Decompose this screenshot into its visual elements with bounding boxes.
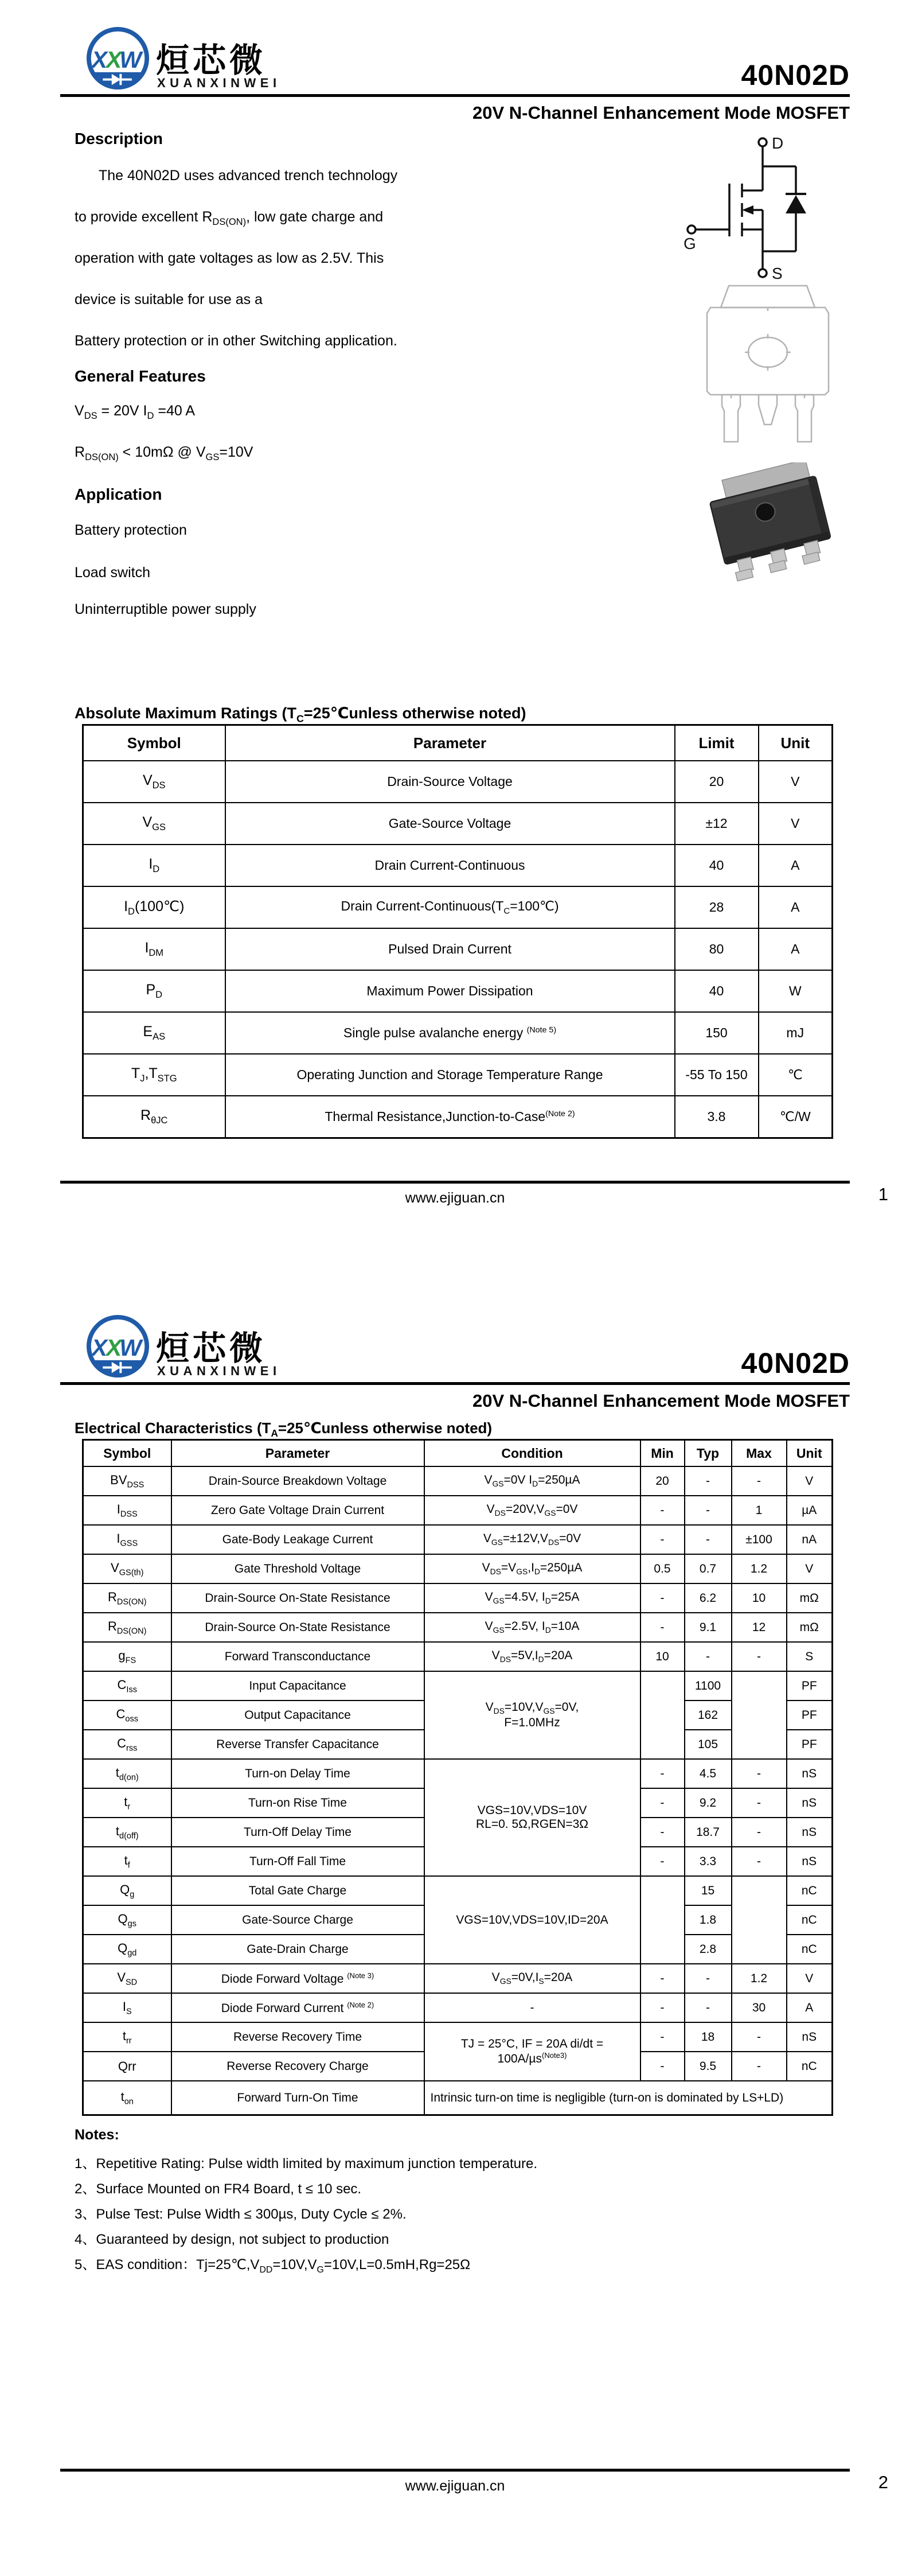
brand-name-latin: XUANXINWEI <box>157 76 281 90</box>
table-cell: mJ <box>759 1012 833 1054</box>
table-cell: Gate-Source Charge <box>171 1905 424 1935</box>
package-outline-drawing <box>684 282 852 446</box>
table-cell: A <box>787 1993 833 2022</box>
table-cell: $C_{rss}$ <box>83 1730 171 1759</box>
brand-name-latin: XUANXINWEI <box>157 1364 281 1378</box>
table-cell: $Q_{gs}$ <box>83 1905 171 1935</box>
table-cell: A <box>759 928 833 970</box>
application-item: Uninterruptible power supply <box>75 601 256 617</box>
table-cell: PF <box>787 1671 833 1701</box>
package-photo <box>695 462 839 583</box>
table-cell: $C_{oss}$ <box>83 1701 171 1730</box>
table-cell: Reverse Recovery Time <box>171 2022 424 2052</box>
table-cell: - <box>732 1847 787 1876</box>
table-cell: - <box>640 2022 685 2052</box>
table-cell <box>640 1671 685 1759</box>
table-cell: - <box>640 1993 685 2022</box>
table-cell: V <box>787 1554 833 1583</box>
brand-name-chinese: 烜芯微 <box>156 1330 267 1367</box>
table-cell: S <box>787 1642 833 1671</box>
table-cell: - <box>424 1993 640 2022</box>
logo-letter-x2: X <box>106 1334 122 1361</box>
table-cell: $C_{Iss}$ <box>83 1671 171 1701</box>
table-cell: - <box>732 2052 787 2081</box>
table-cell <box>640 1876 685 1964</box>
table-cell: Gate-Body Leakage Current <box>171 1525 424 1554</box>
table-cell: Drain-Source On-State Resistance <box>171 1613 424 1642</box>
general-features-heading: General Features <box>75 367 206 385</box>
table-cell: $g_{FS}$ <box>83 1642 171 1671</box>
table-cell: Output Capacitance <box>171 1701 424 1730</box>
table-row <box>83 1613 833 1642</box>
table-cell: VGS=10V,VDS=10V,ID=20A <box>424 1876 640 1964</box>
table-cell: Turn-on Delay Time <box>171 1759 424 1788</box>
table-cell: - <box>732 2022 787 2052</box>
table-cell: 1.2 <box>732 1554 787 1583</box>
table-cell: VGS=10V,VDS=10V RL=0. 5Ω,RGEN=3Ω <box>424 1759 640 1876</box>
table-cell: $V_{DS}=20V,V_{GS}=0V$ <box>424 1496 640 1525</box>
table-cell: ±12 <box>675 803 759 845</box>
description-line: to provide excellent $R_{DS(ON)}$, low gate charge and <box>75 209 384 227</box>
table-cell: - <box>640 1525 685 1554</box>
table-cell: - <box>732 1642 787 1671</box>
table-cell: $I_D$ <box>83 845 225 886</box>
page-number: 2 <box>878 2472 888 2492</box>
table-row <box>83 1876 833 1905</box>
table-cell: $V_{GS}=0V,I_S=20A$ <box>424 1964 640 1993</box>
table-cell: - <box>640 1847 685 1876</box>
page-2 <box>0 1288 910 2576</box>
table-cell: 6.2 <box>685 1583 732 1613</box>
table-cell: mΩ <box>787 1613 833 1642</box>
table-cell: $V_{GS}=\pm 12V,V_{DS}=0V$ <box>424 1525 640 1554</box>
table-cell: 1.2 <box>732 1964 787 1993</box>
table-cell: 9.5 <box>685 2052 732 2081</box>
table-cell: $R_{DS(ON)}$ <box>83 1583 171 1613</box>
gate-label: G <box>684 235 696 252</box>
application-heading: Application <box>75 485 162 503</box>
table-cell: $V_{GS}=4.5V$, $I_D=25A$ <box>424 1583 640 1613</box>
part-number: 40N02D <box>741 1347 850 1379</box>
table-cell: 10 <box>732 1583 787 1613</box>
table-cell: Zero Gate Voltage Drain Current <box>171 1496 424 1525</box>
table-cell: - <box>685 1964 732 1993</box>
col-header-parameter: Parameter <box>225 725 675 761</box>
table-cell <box>732 1671 787 1759</box>
table-header-row <box>83 725 833 761</box>
table-cell: $t_r$ <box>83 1788 171 1818</box>
table-cell: A <box>759 886 833 928</box>
header-rule <box>60 1382 850 1385</box>
table-cell: Forward Transconductance <box>171 1642 424 1671</box>
table-cell: Thermal Resistance,Junction-to-Case$^{(Note 2)}$ <box>225 1096 675 1138</box>
electrical-characteristics-table <box>82 1439 833 2116</box>
logo-letter-w: W <box>119 46 142 73</box>
table-cell: - <box>640 1818 685 1847</box>
abs-max-title: Absolute Maximum Ratings ($T_C=25℃unless$ otherwise noted) <box>75 705 526 725</box>
logo-oval-icon <box>86 26 150 91</box>
table-cell: $V_{DS}=5V,I_D=20A$ <box>424 1642 640 1671</box>
table-cell: 4.5 <box>685 1759 732 1788</box>
col-header-unit: Unit <box>759 725 833 761</box>
table-cell: PF <box>787 1730 833 1759</box>
table-cell: ℃/W <box>759 1096 833 1138</box>
table-cell: $P_D$ <box>83 970 225 1012</box>
table-row <box>83 2022 833 2052</box>
table-cell: Reverse Transfer Capacitance <box>171 1730 424 1759</box>
table-cell: nS <box>787 1788 833 1818</box>
table-cell: 1.8 <box>685 1905 732 1935</box>
footer-url: www.ejiguan.cn <box>405 2478 505 2494</box>
table-cell: ±100 <box>732 1525 787 1554</box>
table-cell: $V_{GS}$ <box>83 803 225 845</box>
table-cell: 0.7 <box>685 1554 732 1583</box>
table-cell: Pulsed Drain Current <box>225 928 675 970</box>
table-cell: 15 <box>685 1876 732 1905</box>
table-cell: 10 <box>640 1642 685 1671</box>
table-cell: V <box>787 1466 833 1496</box>
table-cell: $I_D(100℃)$ <box>83 886 225 928</box>
note-item: 3、Pulse Test: Pulse Width ≤ 300µs, Duty Cycle ≤ 2%. <box>75 2207 407 2222</box>
description-line: operation with gate voltages as low as 2.5V. This <box>75 250 384 266</box>
table-cell: PF <box>787 1701 833 1730</box>
brand-logo <box>86 23 304 93</box>
table-cell: $V_{GS}=0V$ $I_D=250\mu A$ <box>424 1466 640 1496</box>
document-subtitle: 20V N-Channel Enhancement Mode MOSFET <box>472 103 850 123</box>
table-row <box>83 803 833 845</box>
logo-letter-w: W <box>119 1334 142 1361</box>
feature-item: $V_{DS} = 20V$ $I_D =40$ A <box>75 403 196 421</box>
table-cell: Drain Current-$Continuous(T_C=100℃)$ <box>225 886 675 928</box>
table-cell: 3.3 <box>685 1847 732 1876</box>
brand-name-chinese: 烜芯微 <box>156 42 267 79</box>
table-cell: nS <box>787 1818 833 1847</box>
table-cell: Single pulse avalanche energy $^{(Note 5)}$ <box>225 1012 675 1054</box>
table-cell: $T_J,T_{STG}$ <box>83 1054 225 1096</box>
table-cell: Drain-Source On-State Resistance <box>171 1583 424 1613</box>
table-row <box>83 1466 833 1496</box>
description-line: Battery protection or in other Switching application. <box>75 333 397 349</box>
table-cell: - <box>685 1525 732 1554</box>
table-cell: 3.8 <box>675 1096 759 1138</box>
table-cell: 20 <box>675 761 759 803</box>
table-cell: Qrr <box>83 2052 171 2081</box>
header-rule <box>60 94 850 97</box>
table-row <box>83 970 833 1012</box>
table-cell: - <box>640 1759 685 1788</box>
table-cell: $R_{DS(ON)}$ <box>83 1613 171 1642</box>
electrical-characteristics-title: Electrical Characteristics ($T_A=25℃unless$ otherwise noted) <box>75 1419 493 1439</box>
table-cell: $I_{DM}$ <box>83 928 225 970</box>
table-cell: nC <box>787 2052 833 2081</box>
table-cell: Reverse Recovery Charge <box>171 2052 424 2081</box>
table-cell: TJ = 25°C, IF = 20A di/dt = 100A/µs$^{(Note3)}$ <box>424 2022 640 2081</box>
table-cell: Drain Current-Continuous <box>225 845 675 886</box>
table-cell: 1100 <box>685 1671 732 1701</box>
table-cell: Diode Forward Current $^{(Note 2)}$ <box>171 1993 424 2022</box>
description-line: device is suitable for use as a <box>75 291 263 308</box>
table-cell: Intrinsic turn-on time is negligible (turn-on is dominated by LS+LD) <box>424 2081 833 2115</box>
table-cell: ℃ <box>759 1054 833 1096</box>
table-row <box>83 928 833 970</box>
absolute-maximum-ratings-table <box>82 724 833 1139</box>
description-heading: Description <box>75 130 163 147</box>
table-cell: Drain-Source Voltage <box>225 761 675 803</box>
mosfet-schematic <box>677 133 837 283</box>
table-cell: 9.1 <box>685 1613 732 1642</box>
table-cell: 9.2 <box>685 1788 732 1818</box>
logo-letter-x1: X <box>91 1334 108 1361</box>
footer-rule <box>60 1181 850 1184</box>
table-cell: Maximum Power Dissipation <box>225 970 675 1012</box>
table-cell: $Q_g$ <box>83 1876 171 1905</box>
table-header-row <box>83 1440 833 1467</box>
table-cell: 80 <box>675 928 759 970</box>
table-row <box>83 761 833 803</box>
description-line: The 40N02D uses advanced trench technology <box>99 168 398 184</box>
table-cell: $V_{GS(th)}$ <box>83 1554 171 1583</box>
table-row <box>83 1012 833 1054</box>
table-cell: - <box>685 1496 732 1525</box>
table-cell: 1 <box>732 1496 787 1525</box>
table-cell: Turn-on Rise Time <box>171 1788 424 1818</box>
table-cell: 30 <box>732 1993 787 2022</box>
table-row <box>83 1583 833 1613</box>
table-cell: $I_{DSS}$ <box>83 1496 171 1525</box>
table-cell: $t_{on}$ <box>83 2081 171 2115</box>
table-cell: Turn-Off Delay Time <box>171 1818 424 1847</box>
table-row <box>83 2081 833 2115</box>
table-cell: - <box>685 1642 732 1671</box>
table-cell: 40 <box>675 970 759 1012</box>
table-cell: Gate Threshold Voltage <box>171 1554 424 1583</box>
col-header-unit: Unit <box>787 1440 833 1467</box>
table-cell: $Q_{gd}$ <box>83 1935 171 1964</box>
table-cell: Gate-Drain Charge <box>171 1935 424 1964</box>
table-cell: Turn-Off Fall Time <box>171 1847 424 1876</box>
table-cell: A <box>759 845 833 886</box>
col-header-min: Min <box>640 1440 685 1467</box>
table-cell: 0.5 <box>640 1554 685 1583</box>
table-cell <box>732 1876 787 1964</box>
table-row <box>83 1096 833 1138</box>
table-cell: - <box>732 1466 787 1496</box>
logo-letter-x1: X <box>91 46 108 73</box>
table-cell: -55 To 150 <box>675 1054 759 1096</box>
table-cell: Input Capacitance <box>171 1671 424 1701</box>
table-cell: 162 <box>685 1701 732 1730</box>
table-cell: nS <box>787 1847 833 1876</box>
table-cell: - <box>732 1788 787 1818</box>
table-cell: 40 <box>675 845 759 886</box>
table-row <box>83 1496 833 1525</box>
notes-heading: Notes: <box>75 2127 119 2143</box>
part-number: 40N02D <box>741 59 850 91</box>
note-item: 4、Guaranteed by design, not subject to production <box>75 2232 389 2247</box>
table-cell: - <box>640 1496 685 1525</box>
table-cell: Drain-Source Breakdown Voltage <box>171 1466 424 1496</box>
col-header-typ: Typ <box>685 1440 732 1467</box>
col-header-parameter: Parameter <box>171 1440 424 1467</box>
table-cell: $t_f$ <box>83 1847 171 1876</box>
table-cell: - <box>640 1788 685 1818</box>
table-cell: W <box>759 970 833 1012</box>
note-item: 5、EAS condition：$Tj=25℃,V_{DD}=10V,V_G=10V,L=0.5mH,Rg=25\Omega$ <box>75 2257 471 2275</box>
table-cell: - <box>640 1964 685 1993</box>
table-cell: $t_{d(on)}$ <box>83 1759 171 1788</box>
table-row <box>83 886 833 928</box>
table-cell: V <box>759 761 833 803</box>
table-cell: $t_{d(off)}$ <box>83 1818 171 1847</box>
table-cell: Operating Junction and Storage Temperature Range <box>225 1054 675 1096</box>
table-row <box>83 1671 833 1701</box>
table-cell: - <box>685 1466 732 1496</box>
table-cell: 2.8 <box>685 1935 732 1964</box>
table-cell: - <box>640 2052 685 2081</box>
table-row <box>83 1554 833 1583</box>
table-row <box>83 1054 833 1096</box>
table-cell: 28 <box>675 886 759 928</box>
table-cell: nC <box>787 1935 833 1964</box>
table-cell: - <box>640 1583 685 1613</box>
table-cell: V <box>787 1964 833 1993</box>
table-cell: 18 <box>685 2022 732 2052</box>
table-cell: Total Gate Charge <box>171 1876 424 1905</box>
col-header-symbol: Symbol <box>83 1440 171 1467</box>
table-cell: 150 <box>675 1012 759 1054</box>
table-cell: $V_{DS}=10V,V_{GS}=0V$, F=1.0MHz <box>424 1671 640 1759</box>
table-cell: nA <box>787 1525 833 1554</box>
table-cell: $V_{DS}$ <box>83 761 225 803</box>
table-cell: - <box>732 1818 787 1847</box>
table-cell: - <box>732 1759 787 1788</box>
table-cell: µA <box>787 1496 833 1525</box>
table-cell: nS <box>787 1759 833 1788</box>
col-header-symbol: Symbol <box>83 725 225 761</box>
table-row <box>83 845 833 886</box>
table-cell: $BV_{DSS}$ <box>83 1466 171 1496</box>
table-cell: $R_{\theta JC}$ <box>83 1096 225 1138</box>
footer-url: www.ejiguan.cn <box>405 1190 505 1206</box>
table-cell: $I_{GSS}$ <box>83 1525 171 1554</box>
table-cell: nC <box>787 1905 833 1935</box>
application-item: Battery protection <box>75 522 187 538</box>
table-cell: nS <box>787 2022 833 2052</box>
table-cell: $V_{GS}=2.5V$, $I_D=10A$ <box>424 1613 640 1642</box>
drain-label: D <box>772 134 784 152</box>
col-header-max: Max <box>732 1440 787 1467</box>
table-cell: 18.7 <box>685 1818 732 1847</box>
table-row <box>83 1525 833 1554</box>
footer-rule <box>60 2469 850 2472</box>
table-cell: $I_S$ <box>83 1993 171 2022</box>
source-label: S <box>772 264 783 282</box>
table-row <box>83 1993 833 2022</box>
table-cell: Gate-Source Voltage <box>225 803 675 845</box>
table-cell: $V_{DS}=V_{GS},I_D=250\mu A$ <box>424 1554 640 1583</box>
logo-oval-icon <box>86 1314 150 1379</box>
table-cell: $E_{AS}$ <box>83 1012 225 1054</box>
note-item: 2、Surface Mounted on FR4 Board, t ≤ 10 sec. <box>75 2181 362 2197</box>
table-row <box>83 1964 833 1993</box>
table-cell: 12 <box>732 1613 787 1642</box>
page-number: 1 <box>878 1184 888 1204</box>
table-cell: V <box>759 803 833 845</box>
table-row <box>83 1759 833 1788</box>
table-row <box>83 1642 833 1671</box>
table-cell: Diode Forward Voltage $^{(Note 3)}$ <box>171 1964 424 1993</box>
col-header-limit: Limit <box>675 725 759 761</box>
feature-item: $R_{DS(ON)} < 10m\Omega$ @ $V_{GS}=10V$ <box>75 444 253 462</box>
logo-letter-x2: X <box>106 46 122 73</box>
table-cell: $t_{rr}$ <box>83 2022 171 2052</box>
table-cell: 20 <box>640 1466 685 1496</box>
table-cell: - <box>685 1993 732 2022</box>
table-cell: nC <box>787 1876 833 1905</box>
col-header-condition: Condition <box>424 1440 640 1467</box>
table-cell: $V_{SD}$ <box>83 1964 171 1993</box>
table-cell: 105 <box>685 1730 732 1759</box>
table-cell: Forward Turn-On Time <box>171 2081 424 2115</box>
table-cell: - <box>640 1613 685 1642</box>
brand-logo <box>86 1311 304 1381</box>
table-cell: mΩ <box>787 1583 833 1613</box>
document-subtitle: 20V N-Channel Enhancement Mode MOSFET <box>472 1391 850 1411</box>
application-item: Load switch <box>75 565 151 581</box>
note-item: 1、Repetitive Rating: Pulse width limited by maximum junction temperature. <box>75 2156 538 2172</box>
